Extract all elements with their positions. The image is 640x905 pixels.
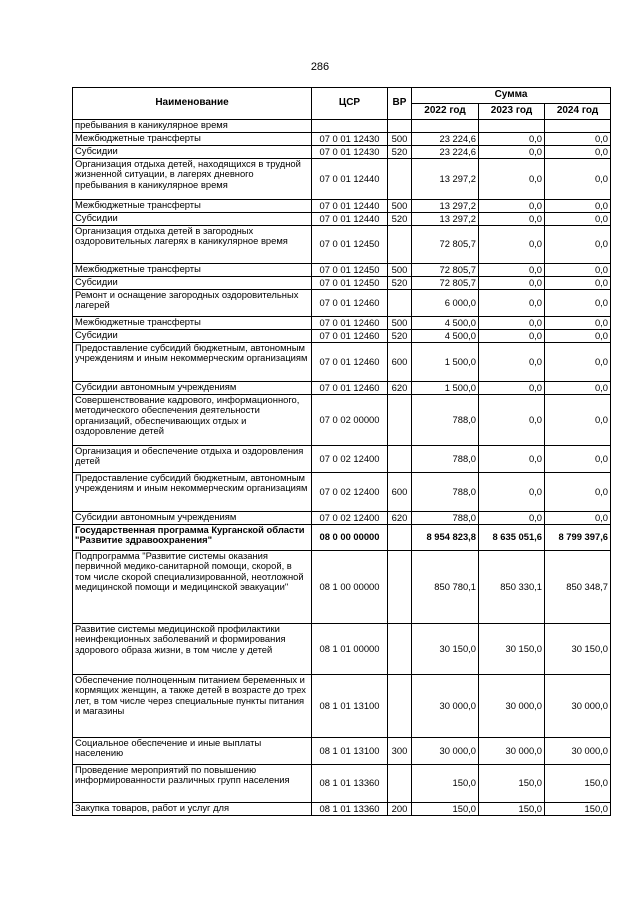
table-row — [73, 551, 611, 624]
row-amount-2022: 13 297,2 — [412, 159, 479, 200]
row-vr-code: 500 — [388, 317, 412, 330]
row-vr-code — [388, 551, 412, 624]
row-amount-2022: 150,0 — [412, 765, 479, 803]
row-name: Проведение мероприятий по повышению информированности различных групп населения — [73, 765, 312, 803]
row-csr-code: 07 0 01 12460 — [312, 290, 388, 317]
row-amount-2023 — [479, 120, 545, 133]
row-vr-code — [388, 525, 412, 551]
table-body — [73, 120, 611, 816]
row-amount-2024: 850 348,7 — [545, 551, 611, 624]
row-name: Развитие системы медицинской профилактики неинфекционных заболеваний и формирования здорового образа жизни, в том числе у детей — [73, 624, 312, 675]
row-amount-2023: 0,0 — [479, 473, 545, 512]
row-amount-2024: 8 799 397,6 — [545, 525, 611, 551]
page-number: 286 — [310, 61, 330, 73]
row-amount-2024: 0,0 — [545, 264, 611, 277]
row-amount-2024: 30 150,0 — [545, 624, 611, 675]
row-vr-code: 520 — [388, 277, 412, 290]
row-amount-2023: 0,0 — [479, 382, 545, 395]
row-amount-2024: 30 000,0 — [545, 675, 611, 738]
row-vr-code — [388, 226, 412, 264]
row-amount-2023: 0,0 — [479, 159, 545, 200]
row-name: Совершенствование кадрового, информационного, методического обеспечения деятельности организаций, обеспечивающих отдых и оздоровление детей — [73, 395, 312, 446]
header-vr: ВР — [388, 88, 412, 120]
table-row — [73, 525, 611, 551]
table-row — [73, 624, 611, 675]
row-vr-code: 300 — [388, 738, 412, 765]
header-csr: ЦСР — [312, 88, 388, 120]
row-amount-2022: 1 500,0 — [412, 343, 479, 382]
row-amount-2024: 0,0 — [545, 290, 611, 317]
row-amount-2022: 23 224,6 — [412, 146, 479, 159]
row-csr-code: 08 1 01 13100 — [312, 738, 388, 765]
table-row — [73, 200, 611, 213]
table-row — [73, 446, 611, 473]
table-row — [73, 120, 611, 133]
row-name: Подпрограмма "Развитие системы оказания первичной медико-санитарной помощи, скорой, в том числе скорой специализированной, неотложной медицинской помощи и медицинской эвакуации" — [73, 551, 312, 624]
table-row — [73, 159, 611, 200]
row-name: Субсидии — [73, 330, 312, 343]
row-vr-code — [388, 675, 412, 738]
row-name: Субсидии — [73, 146, 312, 159]
row-amount-2022: 150,0 — [412, 803, 479, 816]
table-row — [73, 213, 611, 226]
row-csr-code: 07 0 01 12440 — [312, 159, 388, 200]
row-vr-code: 620 — [388, 512, 412, 525]
row-amount-2024: 0,0 — [545, 343, 611, 382]
row-vr-code: 520 — [388, 213, 412, 226]
row-csr-code: 07 0 02 12400 — [312, 473, 388, 512]
row-name: Межбюджетные трансферты — [73, 317, 312, 330]
row-vr-code — [388, 290, 412, 317]
table-header — [73, 88, 611, 120]
row-amount-2022: 6 000,0 — [412, 290, 479, 317]
row-csr-code: 07 0 01 12460 — [312, 382, 388, 395]
table-row — [73, 133, 611, 146]
budget-table — [72, 87, 611, 816]
row-amount-2024: 0,0 — [545, 200, 611, 213]
row-name: Закупка товаров, работ и услуг для — [73, 803, 312, 816]
row-vr-code: 520 — [388, 146, 412, 159]
row-amount-2022: 30 000,0 — [412, 738, 479, 765]
row-vr-code: 600 — [388, 343, 412, 382]
row-vr-code — [388, 624, 412, 675]
row-vr-code: 620 — [388, 382, 412, 395]
row-amount-2023: 150,0 — [479, 765, 545, 803]
row-csr-code: 08 0 00 00000 — [312, 525, 388, 551]
row-amount-2024: 0,0 — [545, 277, 611, 290]
row-amount-2023: 0,0 — [479, 226, 545, 264]
table-row — [73, 382, 611, 395]
row-vr-code — [388, 446, 412, 473]
row-csr-code: 07 0 01 12450 — [312, 264, 388, 277]
table-row — [73, 277, 611, 290]
row-amount-2024: 0,0 — [545, 473, 611, 512]
table-row — [73, 675, 611, 738]
row-vr-code: 600 — [388, 473, 412, 512]
row-amount-2024: 0,0 — [545, 213, 611, 226]
table-row — [73, 317, 611, 330]
row-csr-code: 08 1 01 13360 — [312, 765, 388, 803]
row-csr-code: 07 0 01 12430 — [312, 133, 388, 146]
header-sum: Сумма — [412, 88, 611, 104]
row-amount-2023: 0,0 — [479, 512, 545, 525]
row-amount-2022: 1 500,0 — [412, 382, 479, 395]
row-amount-2022: 850 780,1 — [412, 551, 479, 624]
row-amount-2022: 4 500,0 — [412, 330, 479, 343]
row-csr-code: 07 0 01 12430 — [312, 146, 388, 159]
row-vr-code — [388, 765, 412, 803]
row-vr-code: 500 — [388, 200, 412, 213]
row-amount-2024: 0,0 — [545, 382, 611, 395]
row-amount-2022: 30 150,0 — [412, 624, 479, 675]
row-vr-code: 520 — [388, 330, 412, 343]
row-amount-2022: 13 297,2 — [412, 213, 479, 226]
row-csr-code: 07 0 01 12450 — [312, 277, 388, 290]
table-row — [73, 264, 611, 277]
row-amount-2022: 788,0 — [412, 473, 479, 512]
row-name: Межбюджетные трансферты — [73, 200, 312, 213]
row-name: Ремонт и оснащение загородных оздоровительных лагерей — [73, 290, 312, 317]
row-csr-code: 08 1 01 00000 — [312, 624, 388, 675]
header-year-2022: 2022 год — [412, 104, 479, 120]
table-row — [73, 226, 611, 264]
row-name: Субсидии автономным учреждениям — [73, 382, 312, 395]
row-amount-2023: 0,0 — [479, 213, 545, 226]
table-row — [73, 146, 611, 159]
table-row — [73, 512, 611, 525]
row-amount-2024: 0,0 — [545, 226, 611, 264]
row-amount-2024: 0,0 — [545, 317, 611, 330]
row-name: Субсидии — [73, 213, 312, 226]
row-amount-2023: 0,0 — [479, 317, 545, 330]
row-amount-2023: 0,0 — [479, 343, 545, 382]
row-amount-2023: 0,0 — [479, 146, 545, 159]
row-name: пребывания в каникулярное время — [73, 120, 312, 133]
row-csr-code: 07 0 01 12460 — [312, 330, 388, 343]
row-amount-2022: 788,0 — [412, 512, 479, 525]
row-amount-2024 — [545, 120, 611, 133]
row-amount-2022: 788,0 — [412, 395, 479, 446]
row-amount-2024: 30 000,0 — [545, 738, 611, 765]
row-vr-code: 500 — [388, 264, 412, 277]
row-amount-2023: 0,0 — [479, 446, 545, 473]
row-amount-2024: 0,0 — [545, 395, 611, 446]
row-amount-2023: 30 000,0 — [479, 675, 545, 738]
row-vr-code — [388, 395, 412, 446]
table-row — [73, 290, 611, 317]
row-amount-2024: 150,0 — [545, 765, 611, 803]
row-amount-2023: 30 000,0 — [479, 738, 545, 765]
row-vr-code — [388, 159, 412, 200]
row-name: Обеспечение полноценным питанием беременных и кормящих женщин, а также детей в возрасте до трех лет, в том числе через специальные пункты питания и магазины — [73, 675, 312, 738]
row-amount-2022: 23 224,6 — [412, 133, 479, 146]
row-amount-2024: 0,0 — [545, 133, 611, 146]
row-amount-2023: 0,0 — [479, 395, 545, 446]
row-amount-2023: 850 330,1 — [479, 551, 545, 624]
row-name: Межбюджетные трансферты — [73, 133, 312, 146]
header-name: Наименование — [73, 88, 312, 120]
row-amount-2023: 0,0 — [479, 133, 545, 146]
row-csr-code: 07 0 02 12400 — [312, 512, 388, 525]
row-amount-2022: 788,0 — [412, 446, 479, 473]
row-name: Предоставление субсидий бюджетным, автономным учреждениям и иным некоммерческим организациям — [73, 343, 312, 382]
row-amount-2024: 0,0 — [545, 512, 611, 525]
row-amount-2023: 0,0 — [479, 290, 545, 317]
row-amount-2024: 150,0 — [545, 803, 611, 816]
row-amount-2023: 0,0 — [479, 330, 545, 343]
row-name: Субсидии автономным учреждениям — [73, 512, 312, 525]
row-csr-code: 07 0 01 12460 — [312, 343, 388, 382]
row-name: Социальное обеспечение и иные выплаты населению — [73, 738, 312, 765]
row-csr-code: 07 0 02 00000 — [312, 395, 388, 446]
row-csr-code: 08 1 00 00000 — [312, 551, 388, 624]
row-amount-2023: 8 635 051,6 — [479, 525, 545, 551]
row-csr-code: 08 1 01 13360 — [312, 803, 388, 816]
row-name: Государственная программа Курганской области "Развитие здравоохранения" — [73, 525, 312, 551]
row-name: Субсидии — [73, 277, 312, 290]
row-name: Предоставление субсидий бюджетным, автономным учреждениям и иным некоммерческим организациям — [73, 473, 312, 512]
row-csr-code: 07 0 02 12400 — [312, 446, 388, 473]
row-amount-2024: 0,0 — [545, 146, 611, 159]
header-year-2024: 2024 год — [545, 104, 611, 120]
row-amount-2024: 0,0 — [545, 330, 611, 343]
row-name: Межбюджетные трансферты — [73, 264, 312, 277]
row-amount-2022: 4 500,0 — [412, 317, 479, 330]
table-row — [73, 803, 611, 816]
table-row — [73, 395, 611, 446]
table-row — [73, 765, 611, 803]
row-amount-2022: 13 297,2 — [412, 200, 479, 213]
table-row — [73, 738, 611, 765]
row-amount-2024: 0,0 — [545, 446, 611, 473]
row-vr-code — [388, 120, 412, 133]
row-amount-2022: 72 805,7 — [412, 226, 479, 264]
row-amount-2023: 0,0 — [479, 277, 545, 290]
row-amount-2024: 0,0 — [545, 159, 611, 200]
table-row — [73, 343, 611, 382]
row-name: Организация отдыха детей в загородных оздоровительных лагерях в каникулярное время — [73, 226, 312, 264]
row-csr-code: 08 1 01 13100 — [312, 675, 388, 738]
row-amount-2023: 0,0 — [479, 200, 545, 213]
row-amount-2023: 0,0 — [479, 264, 545, 277]
row-amount-2022: 30 000,0 — [412, 675, 479, 738]
row-amount-2022: 72 805,7 — [412, 264, 479, 277]
row-amount-2022: 8 954 823,8 — [412, 525, 479, 551]
row-csr-code: 07 0 01 12460 — [312, 317, 388, 330]
row-vr-code: 200 — [388, 803, 412, 816]
row-amount-2023: 30 150,0 — [479, 624, 545, 675]
row-csr-code — [312, 120, 388, 133]
row-amount-2023: 150,0 — [479, 803, 545, 816]
header-year-2023: 2023 год — [479, 104, 545, 120]
row-name: Организация отдыха детей, находящихся в трудной жизненной ситуации, в лагерях дневного пребывания в каникулярное время — [73, 159, 312, 200]
table-row — [73, 330, 611, 343]
table-row — [73, 473, 611, 512]
row-amount-2022: 72 805,7 — [412, 277, 479, 290]
row-amount-2022 — [412, 120, 479, 133]
row-vr-code: 500 — [388, 133, 412, 146]
row-csr-code: 07 0 01 12440 — [312, 213, 388, 226]
row-csr-code: 07 0 01 12450 — [312, 226, 388, 264]
row-name: Организация и обеспечение отдыха и оздоровления детей — [73, 446, 312, 473]
row-csr-code: 07 0 01 12440 — [312, 200, 388, 213]
